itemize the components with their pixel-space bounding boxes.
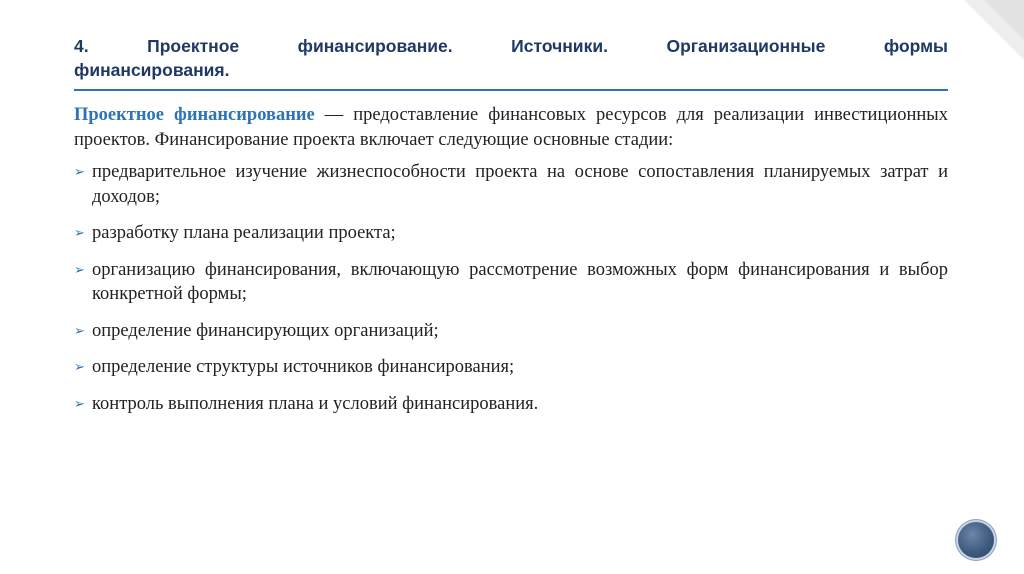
- list-item-text: определение структуры источников финансирования;: [92, 357, 515, 377]
- list-item: [74, 392, 948, 417]
- slide-nav-button[interactable]: [958, 522, 994, 558]
- title-word: 4.: [74, 36, 89, 56]
- title-word: формы: [883, 36, 948, 56]
- arrow-bullet-icon: ➢: [74, 322, 85, 338]
- arrow-bullet-icon: ➢: [74, 225, 85, 240]
- intro-term: Проектное финансирование: [74, 105, 315, 125]
- list-item-text: контроль выполнения плана и условий финансирования.: [92, 393, 539, 414]
- list-item: [74, 160, 948, 209]
- arrow-bullet-icon: ➢: [74, 395, 85, 411]
- list-item-text: определение финансирующих организаций;: [92, 320, 439, 341]
- title-line-2: финансирования.: [74, 60, 230, 80]
- slide-body: [74, 103, 948, 428]
- title-line-1: [74, 34, 948, 58]
- slide-title: [74, 34, 948, 82]
- title-word: Проектное: [147, 36, 240, 56]
- list-item-text: разработку плана реализации проекта;: [92, 223, 396, 243]
- intro-text: — предоставление финансовых ресурсов для реализации инвестиционных проектов. Финансирование проекта включает следующие основные стадии:: [74, 105, 948, 150]
- intro-paragraph: [74, 103, 948, 152]
- title-underline: [74, 89, 948, 91]
- list-item: [74, 221, 948, 246]
- list-item: [74, 355, 948, 380]
- arrow-bullet-icon: ➢: [74, 164, 85, 179]
- stages-list: [74, 160, 948, 416]
- list-item-text: организацию финансирования, включающую рассмотрение возможных форм финансирования и выбор конкретной формы;: [92, 259, 948, 304]
- title-word: финансирование.: [297, 36, 453, 56]
- list-item-text: предварительное изучение жизнеспособности проекта на основе сопоставления планируемых затрат и доходов;: [92, 162, 948, 207]
- arrow-bullet-icon: ➢: [74, 359, 85, 374]
- list-item: [74, 319, 948, 344]
- title-word: Источники.: [511, 36, 608, 56]
- corner-decoration: [964, 0, 1024, 60]
- arrow-bullet-icon: ➢: [74, 261, 85, 277]
- list-item: [74, 258, 948, 307]
- title-word: Организационные: [666, 36, 826, 56]
